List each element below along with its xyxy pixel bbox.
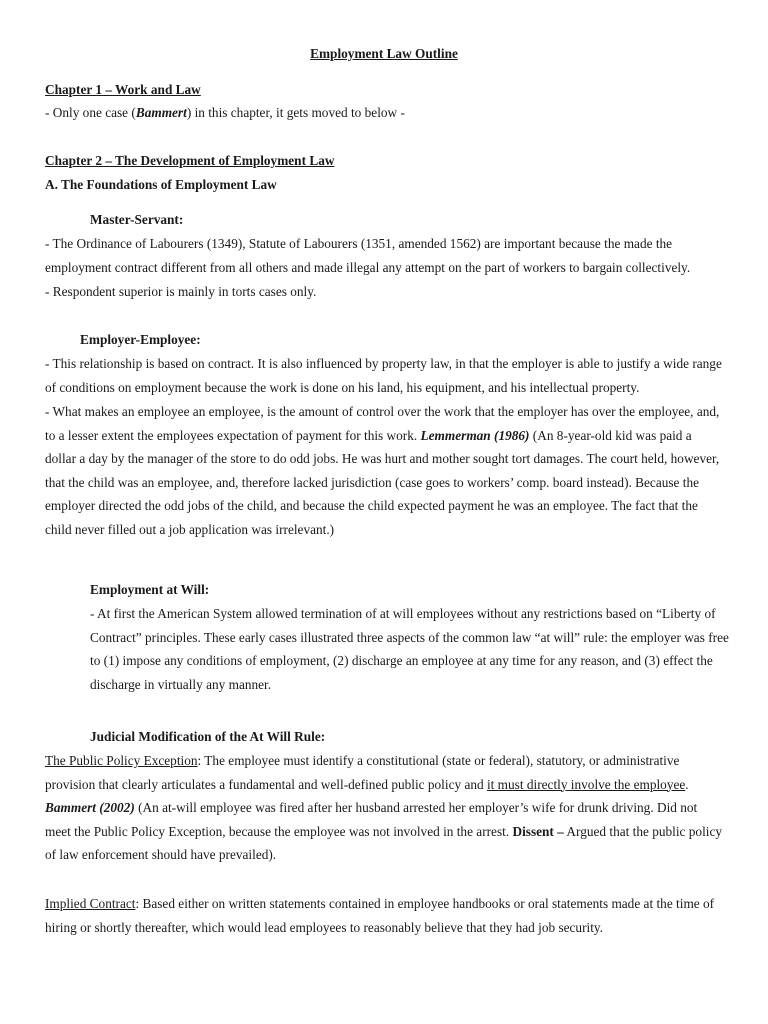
chapter-1-note-post: ) in this chapter, it gets moved to below - xyxy=(186,105,405,120)
employer-employee-paragraph-1: - This relationship is based on contract. It is also influenced by property law, in that the employer is able to justify a wide range of conditions on employment because the work is done on his land, his equipment, and his intellectual property. xyxy=(45,356,722,395)
implied-contract-text: : Based either on written statements contained in employee handbooks or oral statements made at the time of hiring or shortly thereafter, which would lead employees to reasonably believe that they had job security. xyxy=(45,896,715,935)
public-policy-exception-label: The Public Policy Exception xyxy=(45,753,198,768)
case-name-bammert: Bammert xyxy=(135,105,187,120)
chapter-1-heading: Chapter 1 – Work and Law xyxy=(45,82,201,97)
master-servant-paragraph-2: - Respondent superior is mainly in torts cases only. xyxy=(45,284,317,299)
page-title: Employment Law Outline xyxy=(310,46,458,61)
chapter-2-heading: Chapter 2 – The Development of Employment Law xyxy=(45,153,335,168)
case-name-lemmerman: Lemmerman (1986) xyxy=(420,427,530,443)
employer-employee-paragraph-2 xyxy=(45,400,725,542)
judicial-modification-heading: Judicial Modification of the At Will Rule: xyxy=(90,729,326,744)
employer-employee-paragraph-2-pre: - What makes an employee an employee, is the amount of control over the work that the employer has over the employee, and, to a lesser extent the employees expectation of payment for this work. xyxy=(45,404,720,443)
master-servant-paragraph-1: - The Ordinance of Labourers (1349), Statute of Labourers (1351, amended 1562) are important because the made the employment contract different from all others and made illegal any attempt on the part of workers to bargain collectively. xyxy=(45,236,691,275)
employment-at-will-paragraph: - At first the American System allowed termination of at will employees without any restrictions based on “Liberty of Contract” principles. These early cases illustrated three aspects of the common law “at will” rule: the employer was free to (1) impose any conditions of employment, (2) discharge an employee at any time for any reason, and (3) effect the discharge in virtually any manner. xyxy=(90,606,729,692)
employer-employee-paragraph-2-post: (An 8-year-old kid was paid a dollar a day by the manager of the store to do odd jobs. He was hurt and mother sought tort damages. The court held, however, that the child was an employee, and, therefore lacked jurisdiction (case goes to workers’ comp. board instead). Because the employer directed the odd jobs of the child, and because the child expected payment he was an employee. The fact that the child never filled out a job application was irrelevant.) xyxy=(45,427,720,537)
dissent-label: Dissent – xyxy=(512,823,564,839)
section-a-heading: A. The Foundations of Employment Law xyxy=(45,177,277,192)
ppe-emphasis: it must directly involve the employee xyxy=(486,776,686,792)
chapter-1-note-pre: - Only one case ( xyxy=(45,105,136,120)
chapter-1-note xyxy=(45,101,725,125)
implied-contract-label: Implied Contract xyxy=(45,896,136,911)
employer-employee-heading: Employer-Employee: xyxy=(80,332,201,347)
ppe-text-3: (An at-will employee was fired after her husband arrested her employer’s wife for drunk driving. Did not meet the Public Policy Exception, because the employee was not involved in the arrest. xyxy=(45,800,698,839)
ppe-text-2: . xyxy=(685,776,689,792)
employment-at-will-heading: Employment at Will: xyxy=(90,582,210,597)
public-policy-exception-paragraph xyxy=(45,749,725,867)
master-servant-heading: Master-Servant: xyxy=(90,212,184,227)
implied-contract-paragraph xyxy=(45,892,725,939)
ppe-text-4: Argued that the public policy of law enforcement should have prevailed). xyxy=(45,823,723,863)
ppe-text-1: : The employee must identify a constitutional (state or federal), statutory, or administrative provision that clearly articulates a fundamental and well-defined public policy and xyxy=(45,753,680,792)
case-name-bammert-2002: Bammert (2002) xyxy=(45,800,135,816)
